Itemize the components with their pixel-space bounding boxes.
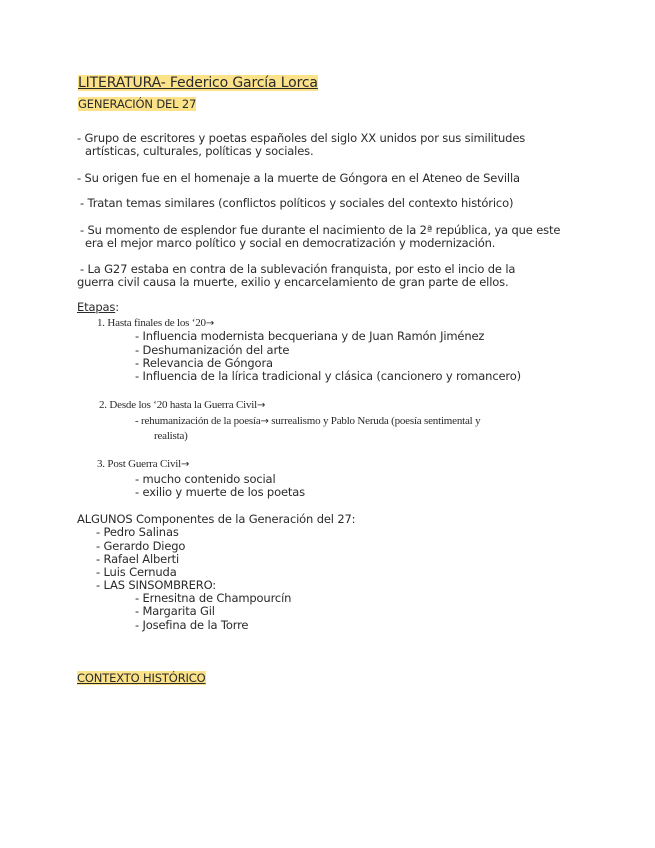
intro-line: - Su momento de esplendor fue durante el nacimiento de la 2ª república, ya que este <box>80 223 561 237</box>
intro-line: era el mejor marco político y social en democratización y modernización. <box>85 236 496 250</box>
intro-line: - Tratan temas similares (conflictos políticos y sociales del contexto histórico) <box>80 196 514 210</box>
right-arrow-icon: → <box>260 416 269 427</box>
stage-2-item-continuation: realista) <box>154 430 188 442</box>
stage-1-title-text: 1. Hasta finales de los ‘20 <box>97 317 206 329</box>
intro-line: guerra civil causa la muerte, exilio y encarcelamiento de gran parte de ellos. <box>77 275 509 289</box>
componente-item: - LAS SINSOMBRERO: <box>96 578 217 592</box>
intro-line: - La G27 estaba en contra de la sublevación franquista, por esto el incio de la <box>80 262 516 276</box>
section-heading-contexto <box>77 671 206 685</box>
etapas-label: Etapas <box>77 300 116 314</box>
section-heading-g27 <box>78 97 196 111</box>
componente-item: - Pedro Salinas <box>96 525 179 539</box>
stage-2-item-part-b: surrealismo y Pablo Neruda (poesía sentimental y <box>268 415 481 427</box>
sinsombrero-item: - Josefina de la Torre <box>135 618 249 632</box>
intro-line: - Grupo de escritores y poetas españoles del siglo XX unidos por sus similitudes <box>77 131 526 145</box>
componentes-heading: ALGUNOS Componentes de la Generación del 27: <box>77 512 356 526</box>
stage-2-title-text: 2. Desde los ‘20 hasta la Guerra Civil <box>99 399 257 411</box>
etapas-heading <box>77 300 119 314</box>
stage-1-item: - Relevancia de Góngora <box>135 356 273 370</box>
heading-g27-text: GENERACIÓN DEL 27 <box>78 97 197 111</box>
stage-1-item: - Deshumanización del arte <box>135 343 290 357</box>
stage-2-item-part-a: - rehumanización de la poesía <box>135 415 261 427</box>
right-arrow-icon: → <box>256 400 266 411</box>
stage-2-item <box>135 414 480 429</box>
right-arrow-icon: → <box>205 318 215 329</box>
intro-line: artísticas, culturales, políticas y sociales. <box>85 144 314 158</box>
contexto-heading-text: CONTEXTO HISTÓRICO <box>77 671 206 685</box>
stage-3-item: - mucho contenido social <box>135 472 276 486</box>
intro-line: - Su origen fue en el homenaje a la muerte de Góngora en el Ateneo de Sevilla <box>77 171 520 185</box>
componente-item: - Rafael Alberti <box>96 552 180 566</box>
componente-item: - Luis Cernuda <box>96 565 177 579</box>
stage-1-item: - Influencia de la lírica tradicional y clásica (cancionero y romancero) <box>135 369 521 383</box>
etapas-colon: : <box>115 300 119 314</box>
stage-3-title <box>97 457 189 472</box>
sinsombrero-item: - Margarita Gil <box>135 604 215 618</box>
stage-2-title <box>99 398 265 413</box>
right-arrow-icon: → <box>181 459 190 470</box>
sinsombrero-item: - Ernesitna de Champourcín <box>135 591 292 605</box>
document-title <box>78 74 318 92</box>
stage-3-item: - exilio y muerte de los poetas <box>135 485 305 499</box>
stage-3-title-text: 3. Post Guerra Civil <box>97 458 181 470</box>
componente-item: - Gerardo Diego <box>96 539 186 553</box>
title-text: LITERATURA- Federico García Lorca <box>78 75 318 91</box>
stage-1-item: - Influencia modernista becqueriana y de Juan Ramón Jiménez <box>135 329 485 343</box>
